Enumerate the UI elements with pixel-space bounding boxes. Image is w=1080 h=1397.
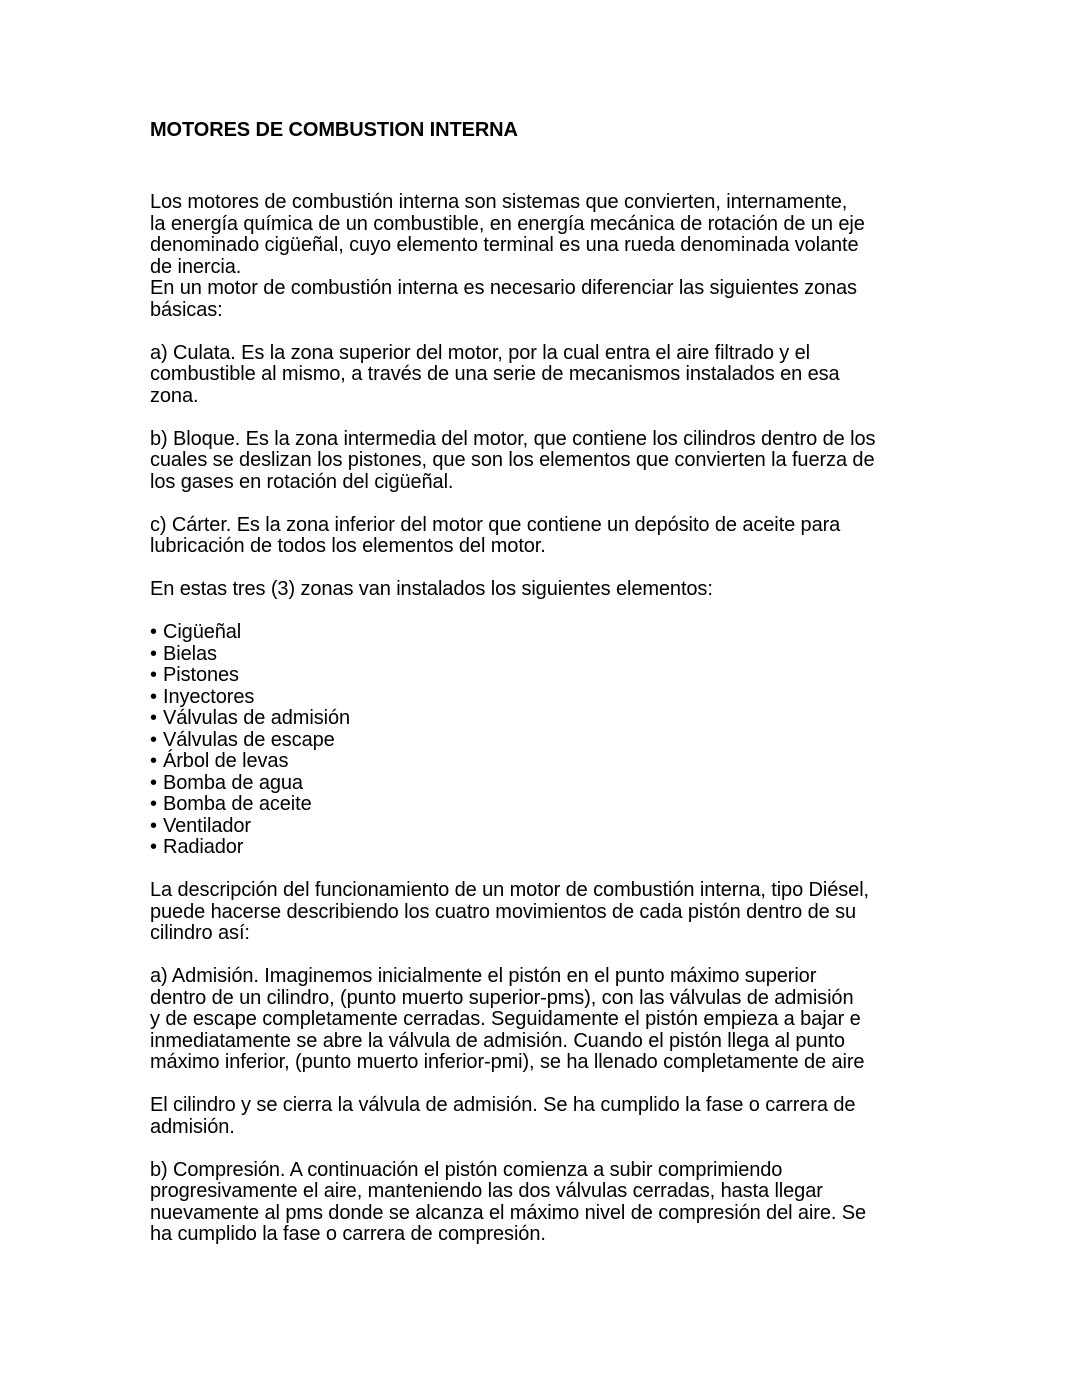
text-line: La descripción del funcionamiento de un motor de combustión interna, tipo Diésel, bbox=[150, 879, 869, 901]
bullet-icon: • bbox=[150, 685, 157, 708]
stroke-compression-paragraph bbox=[150, 1160, 950, 1246]
text-line: la energía química de un combustible, en energía mecánica de rotación de un eje bbox=[150, 212, 865, 235]
text-line: admisión. bbox=[150, 1115, 235, 1138]
list-item bbox=[150, 837, 950, 859]
bullet-icon: • bbox=[150, 728, 157, 751]
text-line: inmediatamente se abre la válvula de admisión. Cuando el pistón llega al punto bbox=[150, 1029, 845, 1052]
text-line: a) Culata. Es la zona superior del motor, por la cual entra el aire filtrado y el bbox=[150, 341, 811, 364]
text-line: b) Compresión. A continuación el pistón comienza a subir comprimiendo bbox=[150, 1158, 783, 1181]
zone-a-paragraph bbox=[150, 343, 950, 408]
list-item-label: Pistones bbox=[163, 664, 239, 686]
list-item bbox=[150, 773, 950, 795]
document-title: MOTORES DE COMBUSTION INTERNA bbox=[150, 119, 518, 141]
text-line: cilindro así: bbox=[150, 922, 250, 944]
list-item bbox=[150, 665, 950, 687]
zone-c-paragraph bbox=[150, 515, 950, 558]
text-line: y de escape completamente cerradas. Seguidamente el pistón empieza a bajar e bbox=[150, 1008, 861, 1030]
list-item-label: Radiador bbox=[163, 836, 244, 858]
bullet-icon: • bbox=[150, 621, 157, 643]
bullet-icon: • bbox=[150, 664, 157, 686]
list-item bbox=[150, 644, 950, 666]
list-item-label: Bomba de agua bbox=[163, 771, 303, 794]
text-line: Los motores de combustión interna son sistemas que convierten, internamente, bbox=[150, 191, 848, 213]
list-item bbox=[150, 730, 950, 752]
text-line: denominado cigüeñal, cuyo elemento terminal es una rueda denominada volante bbox=[150, 234, 859, 256]
bullet-icon: • bbox=[150, 707, 157, 729]
list-item-label: Válvulas de admisión bbox=[163, 707, 350, 729]
list-item-label: Cigüeñal bbox=[163, 621, 242, 643]
text-line: ha cumplido la fase o carrera de compresión. bbox=[150, 1223, 546, 1245]
intro-paragraph bbox=[150, 192, 950, 278]
list-item-label: Bielas bbox=[163, 642, 217, 665]
stroke-admission-paragraph bbox=[150, 966, 950, 1074]
text-line: puede hacerse describiendo los cuatro movimientos de cada pistón dentro de su bbox=[150, 900, 857, 923]
elements-intro-paragraph bbox=[150, 579, 950, 601]
text-line: a) Admisión. Imaginemos inicialmente el pistón en el punto máximo superior bbox=[150, 965, 817, 987]
list-item-label: Árbol de levas bbox=[163, 750, 289, 772]
text-line: lubricación de todos los elementos del motor. bbox=[150, 535, 546, 557]
text-line: b) Bloque. Es la zona intermedia del motor, que contiene los cilindros dentro de los bbox=[150, 427, 876, 450]
list-item bbox=[150, 751, 950, 773]
list-item bbox=[150, 708, 950, 730]
text-line: El cilindro y se cierra la válvula de admisión. Se ha cumplido la fase o carrera de bbox=[150, 1094, 856, 1116]
operation-intro-paragraph bbox=[150, 880, 950, 945]
text-line: c) Cárter. Es la zona inferior del motor que contiene un depósito de aceite para bbox=[150, 513, 841, 536]
stroke-admission-continuation-paragraph bbox=[150, 1095, 950, 1138]
text-line: máximo inferior, (punto muerto inferior-pmi), se ha llenado completamente de aire bbox=[150, 1051, 865, 1073]
text-line: los gases en rotación del cigüeñal. bbox=[150, 470, 454, 493]
bullet-icon: • bbox=[150, 750, 157, 772]
text-line: dentro de un cilindro, (punto muerto superior-pms), con las válvulas de admisión bbox=[150, 986, 854, 1009]
text-line: combustible al mismo, a través de una serie de mecanismos instalados en esa bbox=[150, 363, 840, 385]
text-line: zona. bbox=[150, 384, 199, 407]
text-line: de inercia. bbox=[150, 255, 242, 278]
list-item-label: Inyectores bbox=[163, 685, 255, 708]
text-line: En estas tres (3) zonas van instalados los siguientes elementos: bbox=[150, 578, 713, 600]
list-item-label: Bomba de aceite bbox=[163, 793, 312, 815]
elements-list bbox=[150, 622, 950, 859]
list-item bbox=[150, 622, 950, 644]
text-line: cuales se deslizan los pistones, que son los elementos que convierten la fuerza de bbox=[150, 449, 875, 471]
zones-intro-paragraph bbox=[150, 278, 950, 321]
text-line: nuevamente al pms donde se alcanza el máximo nivel de compresión del aire. Se bbox=[150, 1201, 867, 1224]
bullet-icon: • bbox=[150, 642, 157, 665]
text-line: básicas: bbox=[150, 298, 223, 321]
document-page bbox=[150, 118, 950, 1267]
zone-b-paragraph bbox=[150, 429, 950, 494]
text-line: En un motor de combustión interna es necesario diferenciar las siguientes zonas bbox=[150, 277, 857, 299]
text-line: progresivamente el aire, manteniendo las dos válvulas cerradas, hasta llegar bbox=[150, 1180, 823, 1202]
bullet-icon: • bbox=[150, 814, 157, 837]
bullet-icon: • bbox=[150, 771, 157, 794]
list-item bbox=[150, 794, 950, 816]
list-item bbox=[150, 816, 950, 838]
bullet-icon: • bbox=[150, 836, 157, 858]
list-item-label: Válvulas de escape bbox=[163, 728, 335, 751]
bullet-icon: • bbox=[150, 793, 157, 815]
list-item-label: Ventilador bbox=[163, 814, 251, 837]
list-item bbox=[150, 687, 950, 709]
